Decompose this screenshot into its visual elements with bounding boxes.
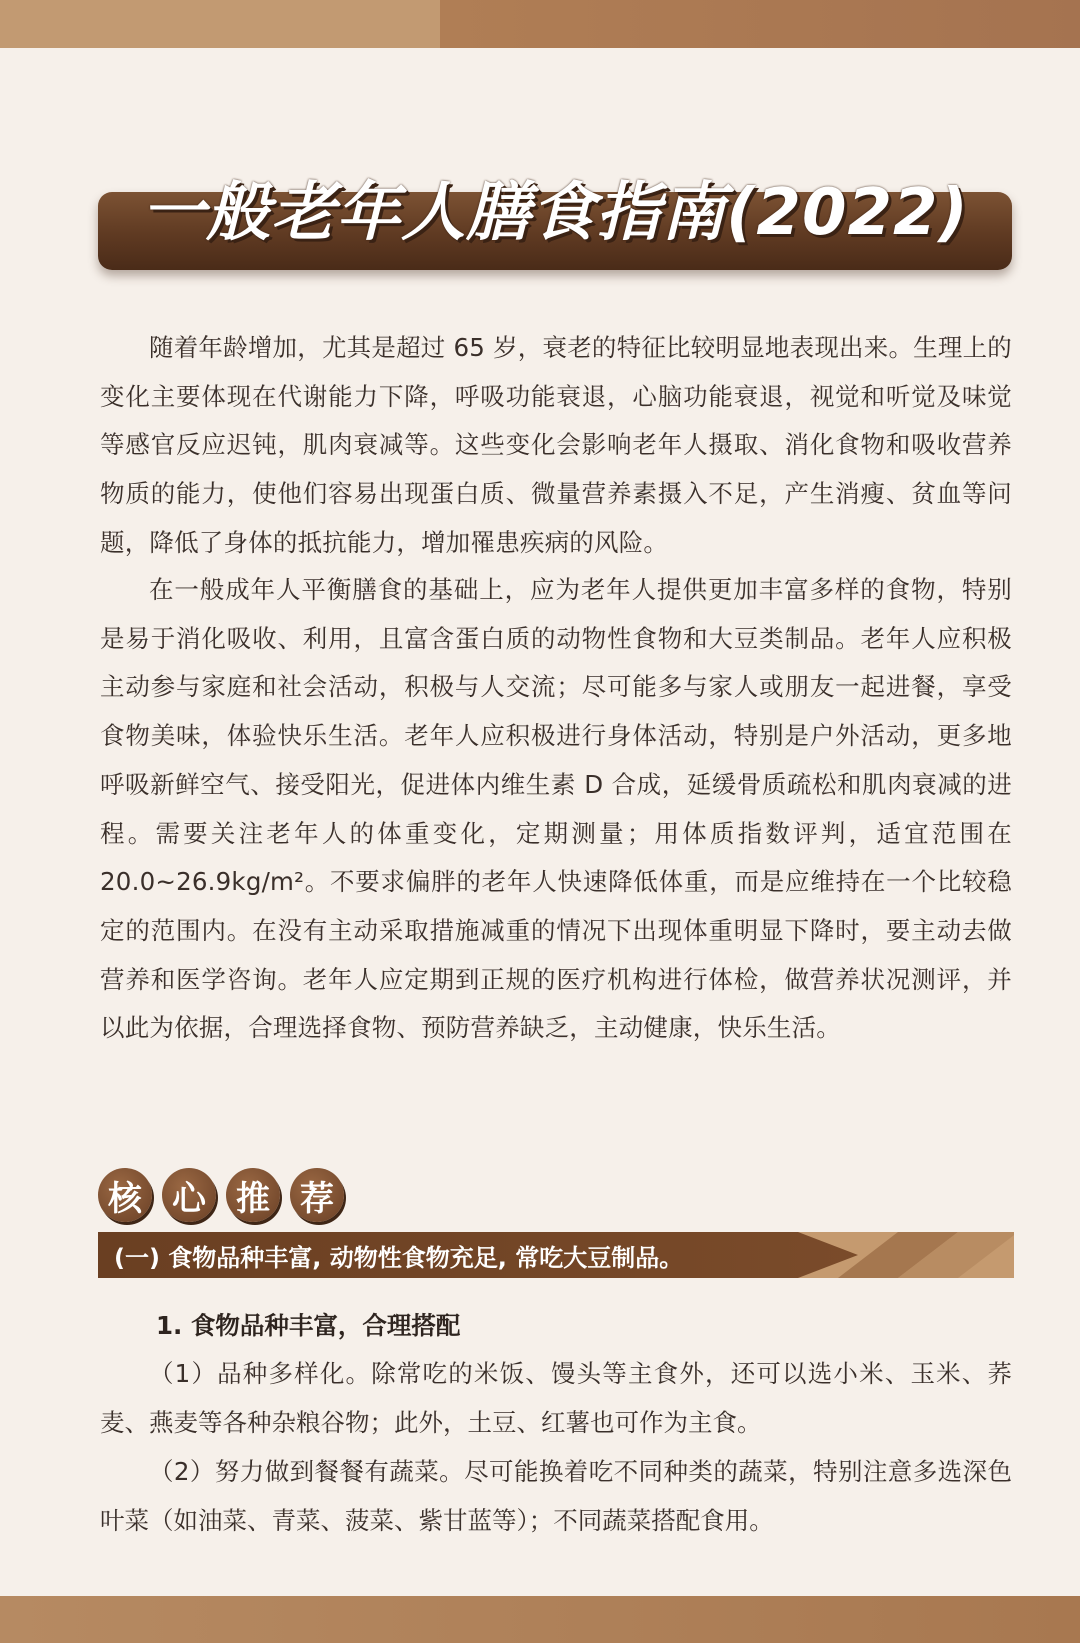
intro-paragraph-2: 在一般成年人平衡膳食的基础上，应为老年人提供更加丰富多样的食物，特别是易于消化吸收、利用，且富含蛋白质的动物性食物和大豆类制品。老年人应积极主动参与家庭和社会活动，积极与人交流；尽可能多与家人或朋友一起进餐，享受食物美味，体验快乐生活。老年人应积极进行身体活动，特别是户外活动，更多地呼吸新鲜空气、接受阳光，促进体内维生素 D 合成，延缓骨质疏松和肌肉衰减的进程。需要关注老年人的体重变化，定期测量；用体质指数评判，适宜范围在 20.0~26.9kg/m²。不要求偏胖的老年人快速降低体重，而是应维持在一个比较稳定的范围内。在没有主动采取措施减重的情况下出现体重明显下降时，要主动去做营养和医学咨询。老年人应定期到正规的医疗机构进行体检，做营养状况测评，并以此为依据，合理选择食物、预防营养缺乏，主动健康，快乐生活。 xyxy=(100,575,1012,1043)
top-bar-light-segment xyxy=(0,0,440,48)
top-bar-dark-segment xyxy=(440,0,1080,48)
heading-char-circle: 推 xyxy=(226,1168,280,1222)
recommendation-item-1: （1）品种多样化。除常吃的米饭、馒头等主食外，还可以选小米、玉米、荞麦、燕麦等各种杂粮谷物；此外，土豆、红薯也可作为主食。 xyxy=(100,1359,1012,1437)
recommendation-item-2: （2）努力做到餐餐有蔬菜。尽可能换着吃不同种类的蔬菜，特别注意多选深色叶菜（如油菜、青菜、菠菜、紫甘蓝等）；不同蔬菜搭配食用。 xyxy=(100,1457,1012,1535)
bottom-decor-bar xyxy=(0,1596,1080,1643)
heading-char-circle: 心 xyxy=(162,1168,216,1222)
top-decor-bar xyxy=(0,0,1080,48)
page-title: 一般老年人膳食指南(2022) xyxy=(141,176,969,250)
core-recommendation-heading xyxy=(98,1168,344,1224)
intro-paragraph-1: 随着年龄增加，尤其是超过 65 岁，衰老的特征比较明显地表现出来。生理上的变化主要体现在代谢能力下降，呼吸功能衰退，心脑功能衰退，视觉和听觉及味觉等感官反应迟钝，肌肉衰减等。这些变化会影响老年人摄取、消化食物和吸收营养物质的能力，使他们容易出现蛋白质、微量营养素摄入不足，产生消瘦、贫血等问题，降低了身体的抵抗能力，增加罹患疾病的风险。 xyxy=(100,333,1012,557)
section-subheading: 1. 食物品种丰富，合理搭配 xyxy=(156,1311,461,1340)
recommendation-banner xyxy=(98,1232,1014,1278)
recommendation-text: (一) 食物品种丰富, 动物性食物充足, 常吃大豆制品。 xyxy=(114,1243,684,1272)
heading-char-circle: 核 xyxy=(98,1168,152,1222)
heading-char-circle: 荐 xyxy=(290,1168,344,1222)
